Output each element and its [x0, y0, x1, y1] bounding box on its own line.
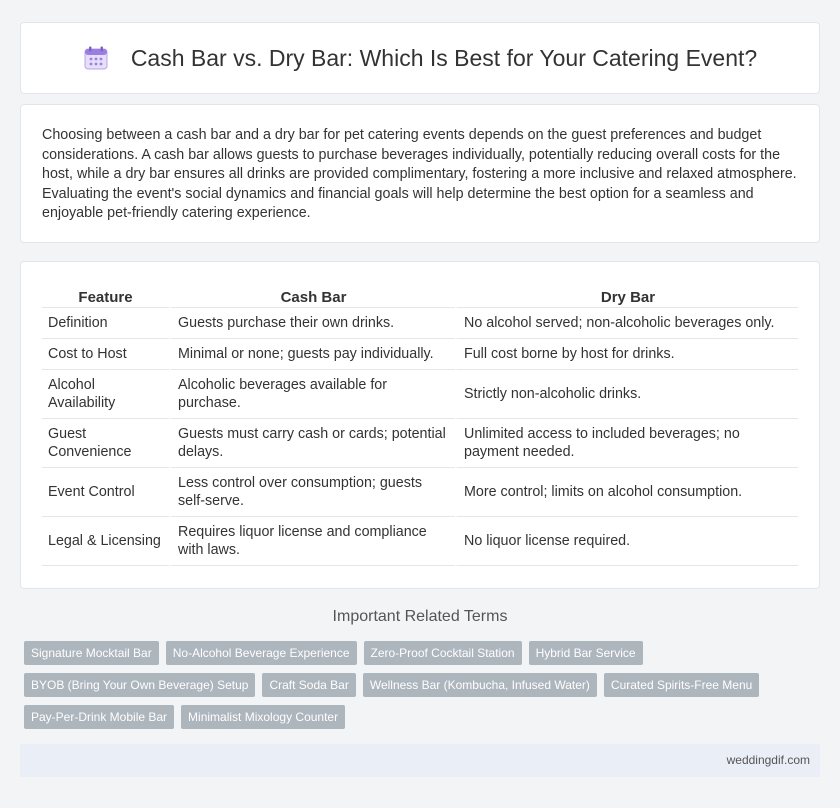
- title-text: Cash Bar vs. Dry Bar: Which Is Best for Your Catering Event?: [130, 44, 758, 71]
- related-term-tag[interactable]: Wellness Bar (Kombucha, Infused Water): [363, 673, 597, 697]
- row-dry-bar: Full cost borne by host for drinks.: [455, 339, 798, 370]
- row-feature: Cost to Host: [42, 339, 169, 370]
- row-cash-bar: Alcoholic beverages available for purchase.: [169, 370, 455, 419]
- row-feature: Guest Convenience: [42, 419, 169, 468]
- row-feature: Alcohol Availability: [42, 370, 169, 419]
- row-dry-bar: No alcohol served; non-alcoholic beverages only.: [455, 308, 798, 339]
- intro-paragraph: Choosing between a cash bar and a dry bar for pet catering events depends on the guest preferences and budget considerations. A cash bar allows guests to purchase beverages individually, potentially reducing overall costs for the host, while a dry bar ensures all drinks are provided complimentary, fostering a more inclusive and relaxed atmosphere. Evaluating the event's social dynamics and financial goals will help determine the best option for a seamless and enjoyable pet-friendly catering experience.: [42, 127, 797, 222]
- intro-card: [20, 104, 820, 243]
- table-row: [42, 517, 798, 566]
- related-terms-title: Important Related Terms: [332, 608, 508, 625]
- row-cash-bar: Guests must carry cash or cards; potential delays.: [169, 419, 455, 468]
- comparison-table: [42, 284, 798, 566]
- row-cash-bar: Less control over consumption; guests self-serve.: [169, 468, 455, 517]
- table-row: [42, 339, 798, 370]
- row-dry-bar: No liquor license required.: [455, 517, 798, 566]
- row-dry-bar: More control; limits on alcohol consumption.: [455, 468, 798, 517]
- row-cash-bar: Guests purchase their own drinks.: [169, 308, 455, 339]
- footer-site-link[interactable]: weddingdif.com: [726, 753, 810, 767]
- table-row: [42, 308, 798, 339]
- related-term-tag[interactable]: No-Alcohol Beverage Experience: [166, 641, 357, 665]
- header-cash-bar: Cash Bar: [169, 284, 455, 308]
- related-term-tag[interactable]: Zero-Proof Cocktail Station: [364, 641, 522, 665]
- related-term-tag[interactable]: Signature Mocktail Bar: [24, 641, 159, 665]
- row-cash-bar: Requires liquor license and compliance with laws.: [169, 517, 455, 566]
- related-term-tag[interactable]: Hybrid Bar Service: [529, 641, 643, 665]
- calendar-icon: [83, 45, 109, 71]
- related-term-tag[interactable]: Craft Soda Bar: [262, 673, 355, 697]
- row-feature: Legal & Licensing: [42, 517, 169, 566]
- tag-row: [24, 673, 804, 697]
- related-term-tag[interactable]: BYOB (Bring Your Own Beverage) Setup: [24, 673, 255, 697]
- tag-row: [24, 641, 804, 665]
- table-row: [42, 419, 798, 468]
- related-term-tag[interactable]: Minimalist Mixology Counter: [181, 705, 345, 729]
- header-feature: Feature: [42, 284, 169, 308]
- related-terms-list: [24, 641, 804, 737]
- header-dry-bar: Dry Bar: [455, 284, 798, 308]
- related-term-tag[interactable]: Curated Spirits-Free Menu: [604, 673, 759, 697]
- table-row: [42, 370, 798, 419]
- table-row: [42, 468, 798, 517]
- tag-row: [24, 705, 804, 729]
- row-feature: Definition: [42, 308, 169, 339]
- footer: [20, 744, 820, 777]
- row-cash-bar: Minimal or none; guests pay individually.: [169, 339, 455, 370]
- title-card: [20, 22, 820, 94]
- comparison-card: [20, 261, 820, 589]
- row-dry-bar: Strictly non-alcoholic drinks.: [455, 370, 798, 419]
- row-dry-bar: Unlimited access to included beverages; no payment needed.: [455, 419, 798, 468]
- related-term-tag[interactable]: Pay-Per-Drink Mobile Bar: [24, 705, 174, 729]
- page-title: [83, 45, 757, 72]
- table-header-row: [42, 284, 798, 308]
- row-feature: Event Control: [42, 468, 169, 517]
